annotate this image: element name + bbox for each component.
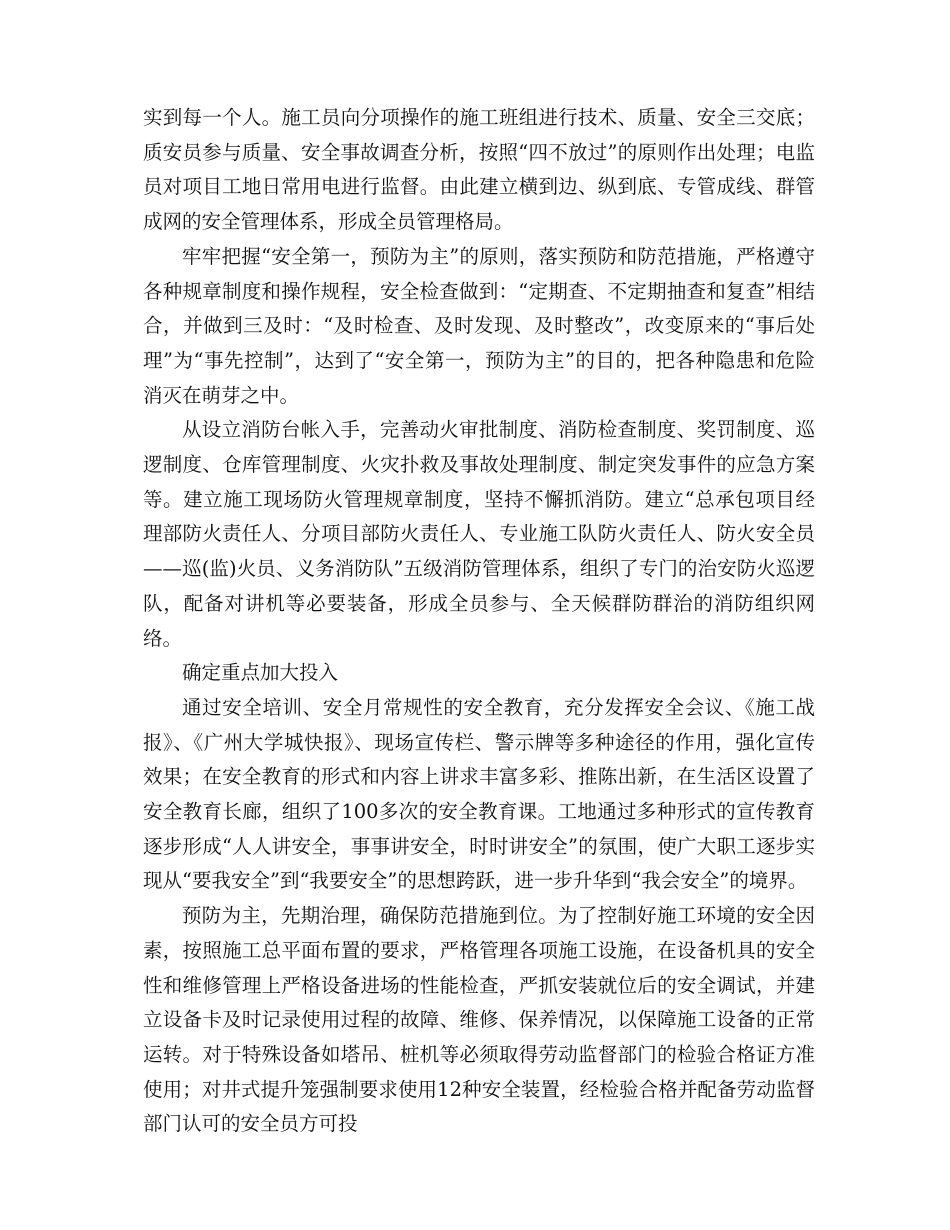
- section-heading-key-investment: 确定重点加大投入: [182, 661, 339, 685]
- document-body: [143, 101, 815, 1142]
- paragraph-prevention-measures: 预防为主，先期治理，确保防范措施到位。为了控制好施工环境的安全因素，按照施工总平面布置的要求，严格管理各项施工设施，在设备机具的安全性和维修管理上严格设备进场的性能检查，严抓安装就位后的安全调试，并建立设备卡及时记录使用过程的故障、维修、保养情况，以保障施工设备的正常运转。对于特殊设备如塔吊、桩机等必须取得劳动监督部门的检验合格证方准使用；对井式提升笼强制要求使用12种安全装置，经检验合格并配备劳动监督部门认可的安全员方可投: [143, 904, 815, 1136]
- paragraph-safety-principle: 牢牢把握“安全第一，预防为主”的原则，落实预防和防范措施，严格遵守各种规章制度和操作规程，安全检查做到：“定期查、不定期抽查和复查”相结合，并做到三及时：“及时检查、及时发现、及时整改”，改变原来的“事后处理”为“事先控制”，达到了“安全第一，预防为主”的目的，把各种隐患和危险消灭在萌芽之中。: [143, 244, 815, 407]
- paragraph-fire-prevention: 从设立消防台帐入手，完善动火审批制度、消防检查制度、奖罚制度、巡逻制度、仓库管理制度、火灾扑救及事故处理制度、制定突发事件的应急方案等。建立施工现场防火管理规章制度，坚持不懈抓消防。建立“总承包项目经理部防火责任人、分项目部防火责任人、专业施工队防火责任人、防火安全员——巡(监)火员、义务消防队”五级消防管理体系，组织了专门的治安防火巡逻队，配备对讲机等必要装备，形成全员参与、全天候群防群治的消防组织网络。: [143, 418, 815, 650]
- paragraph-safety-education: 通过安全培训、安全月常规性的安全教育，充分发挥安全会议、《施工战报》、《广州大学城快报》、现场宣传栏、警示牌等多种途径的作用，强化宣传效果；在安全教育的形式和内容上讲求丰富多彩、推陈出新，在生活区设置了安全教育长廊，组织了100多次的安全教育课。工地通过多种形式的宣传教育逐步形成“人人讲安全，事事讲安全，时时讲安全”的氛围，使广大职工逐步实现从“要我安全”到“我要安全”的思想跨跃，进一步升华到“我会安全”的境界。: [143, 695, 815, 893]
- paragraph-safety-system: 实到每一个人。施工员向分项操作的施工班组进行技术、质量、安全三交底；质安员参与质量、安全事故调查分析，按照“四不放过”的原则作出处理；电监员对项目工地日常用电进行监督。由此建立横到边、纵到底、专管成线、群管成网的安全管理体系，形成全员管理格局。: [143, 106, 815, 234]
